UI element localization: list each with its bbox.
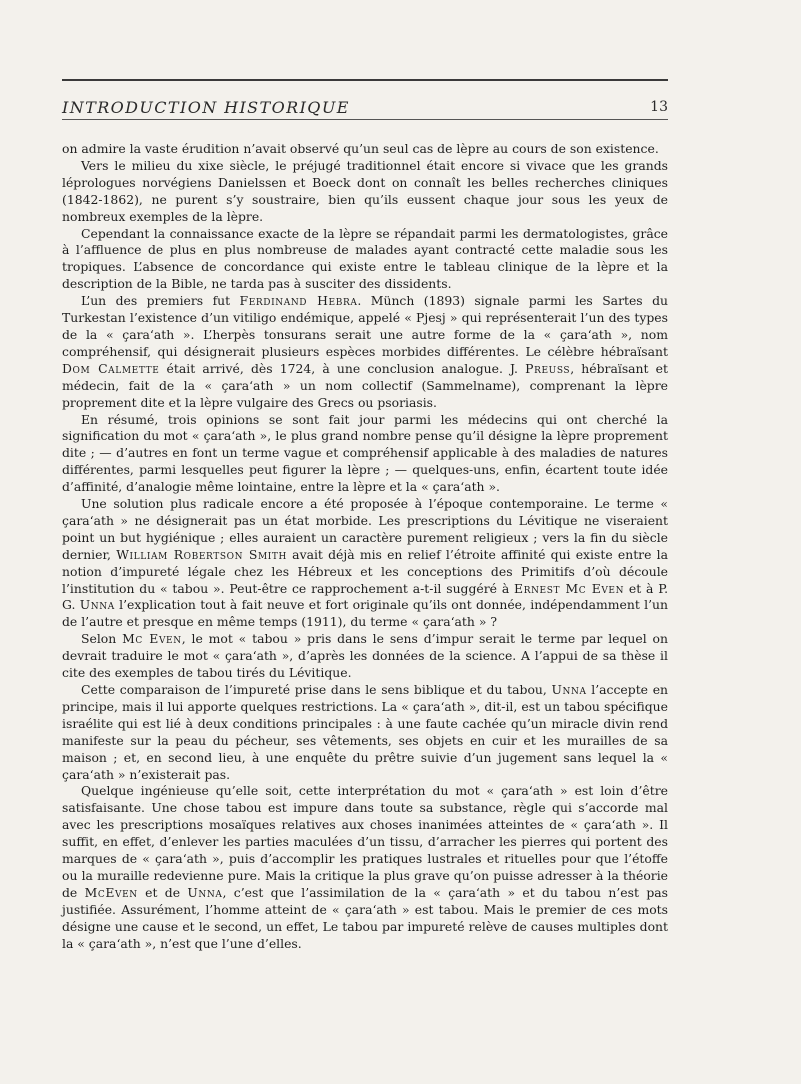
paragraph-3: Cependant la connaissance exacte de la lèpre se répandait parmi les dermatologistes, grâce à l’affluence de plus en plus nombreuse de malades ayant contracté cette maladie sous les tropiques. L’absence de concordance qui existe entre le tableau clinique de la lèpre et la description de la Bible, ne tarda pas à susciter des dissidents. [62, 225, 668, 292]
header-rule [62, 119, 668, 120]
body-text [62, 141, 668, 953]
author-name: Unna [551, 682, 587, 697]
paragraph-5: En résumé, trois opinions se sont fait jour parmi les médecins qui ont cherché la signification du mot « çara‘ath », le plus grand nombre pense qu’il désigne la lèpre proprement dite ; — d’autres en font un terme vague et compréhensif applicable à des maladies de natures différentes, parmi lesquelles peut figurer la lèpre ; — quelques-uns, enfin, écartent toute idée d’affinité, d’analogie même lointaine, entre la lèpre et la « çara‘ath ». [62, 411, 668, 495]
paragraph-2: Vers le milieu du xixe siècle, le préjugé traditionnel était encore si vivace que les grands léprologues norvégiens Danielssen et Boeck dont on connaît les belles recherches cliniques (1842-1862), ne purent s’y soustraire, bien qu’ils eussent chaque jour sous les yeux de nombreux exemples de la lèpre. [62, 157, 668, 224]
paragraph-4: L’un des premiers fut Ferdinand Hebra. Münch (1893) signale parmi les Sartes du Turkestan l’existence d’un vitiligo endémique, appelé « Pjesj » qui représenterait l’un des types de la « çara‘ath ». L’herpès tonsurans serait une autre forme de la « çara‘ath », nom compréhensif, qui désignerait plusieurs espèces morbides différentes. Le célèbre hébraïsant Dom Calmette était arrivé, dès 1724, à une conclusion analogue. J. Preuss, hébraïsant et médecin, fait de la « çara‘ath » un nom collectif (Sammelname), comprenant la lèpre proprement dite et la lèpre vulgaire des Grecs ou psoriasis. [62, 293, 669, 410]
author-name: Ferdinand Hebra [239, 293, 358, 309]
paragraph-9: Quelque ingénieuse qu’elle soit, cette interprétation du mot « çara‘ath » est loin d’être satisfaisante. Une chose tabou est impure dans toute sa substance, règle qui s’accorde mal avec les prescriptions mosaïques relatives aux choses inanimées atteintes de « çara‘ath ». Il suffit, en effet, d’enlever les parties maculées d’un tissu, d’arracher les pierres qui portent des marques de « çara‘ath », puis d’accomplir les pratiques lustrales et rituelles pour que l’étoffe ou la muraille redevienne pure. Mais la critique la plus grave qu’on puisse adresser à la théorie de McEven et de Unna, c’est que l’assimilation de la « çara‘ath » et du tabou n’est pas justifiée. Assurément, l’homme atteint de « çara‘ath » est tabou. Mais le premier de ces mots désigne une cause et le second, un effet, Le tabou par impureté relève de causes multiples dont la « çara‘ath », n’est que l’une d’elles. [62, 783, 668, 951]
author-name: Unna [187, 884, 223, 900]
page-header [62, 98, 668, 120]
author-name: Ernest Mc Even [514, 580, 625, 596]
paragraph-6: Une solution plus radicale encore a été proposée à l’époque contemporaine. Le terme « çara‘ath » ne désignerait pas un état morbide. Les prescriptions du Lévitique ne viseraient point un but hygiénique ; elles auraient un caractère purement religieux ; vers la fin du siècle dernier, William Robertson Smith avait déjà mis en relief l’étroite affinité qui existe entre la notion d’impureté légale chez les Hébreux et les conceptions des Primitifs d’où découle l’institution du « tabou ». Peut-être ce rapprochement a-t-il suggéré à Ernest Mc Even et à P. G. Unna l’explication tout à fait neuve et fort originale qu’ils ont donnée, indépendamment l’un de l’autre et presque en même temps (1911), du terme « çara‘ath » ? [62, 496, 669, 630]
author-name: Mc Even [122, 631, 182, 647]
paragraph-1: on admire la vaste érudition n’avait observé qu’un seul cas de lèpre au cours de son existence. [62, 141, 659, 156]
top-rule [62, 79, 668, 81]
author-name: Dom Calmette [62, 360, 160, 376]
author-name: McEven [84, 884, 138, 900]
author-name: Unna [79, 597, 115, 613]
author-name: Preuss [525, 360, 571, 376]
page-number: 13 [650, 99, 668, 115]
running-title: INTRODUCTION HISTORIQUE [62, 98, 350, 117]
author-name: William Robertson Smith [116, 546, 287, 562]
paragraph-8: Cette comparaison de l’impureté prise dans le sens biblique et du tabou, Unna l’accepte en principe, mais il lui apporte quelques restrictions. La « çara‘ath », dit-il, est un tabou spécifique israélite qui est lié à deux conditions principales : à une faute cachée qu’un miracle divin rend manifeste sur la peau du pécheur, ses vêtements, ses objets en cuir et les murailles de sa maison ; et, en second lieu, à une enquête du prêtre suivie d’un jugement sans lequel la « çara‘ath » n’existerait pas. [62, 682, 669, 782]
paragraph-7: Selon Mc Even, le mot « tabou » pris dans le sens d’impur serait le terme par lequel on devrait traduire le mot « çara‘ath », d’après les données de la science. A l’appui de sa thèse il cite des exemples de tabou tirés du Lévitique. [62, 631, 668, 681]
